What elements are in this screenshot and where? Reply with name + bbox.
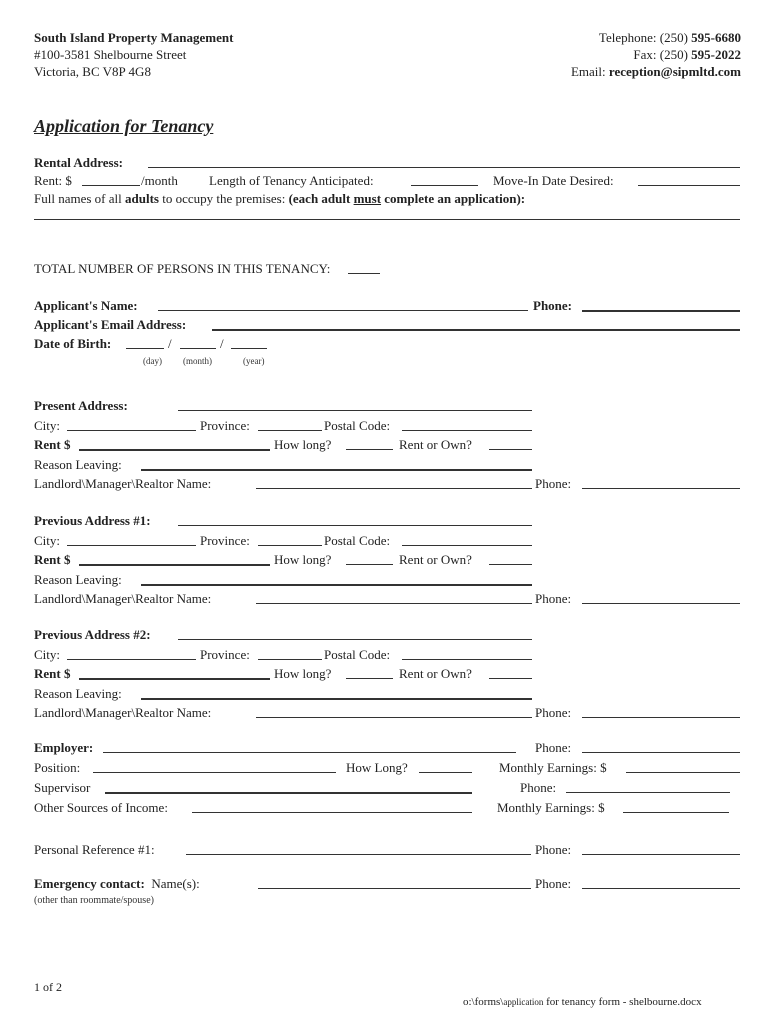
movein-label: Move-In Date Desired: — [493, 173, 614, 188]
previous2-phone-label: Phone: — [535, 705, 572, 720]
previous1-phone-label: Phone: — [535, 591, 572, 606]
present-address-field[interactable] — [67, 430, 196, 431]
previous1-province-label: Province: — [200, 532, 250, 548]
reference-phone-field[interactable] — [582, 854, 740, 855]
previous1-reason-label: Reason Leaving: — [34, 571, 122, 587]
previous1-postal-label: Postal Code: — [324, 532, 391, 548]
previous1-address-field[interactable] — [582, 603, 740, 604]
emergency-phone-field[interactable] — [582, 888, 740, 889]
emergency-name-field[interactable] — [258, 888, 531, 889]
adult-names-label: Full names of all adults to occupy the premises: (each adult must complete an application): — [34, 191, 526, 206]
company-fax: Fax: (250) 595-2022 — [633, 47, 741, 62]
dob-separator: / — [168, 336, 172, 351]
total-persons-label: TOTAL NUMBER OF PERSONS IN THIS TENANCY: — [34, 261, 331, 276]
previous2-address-field[interactable] — [67, 659, 196, 660]
present-address-field[interactable] — [141, 469, 532, 471]
previous2-postal-label: Postal Code: — [324, 646, 391, 662]
previous2-address-field[interactable] — [141, 698, 532, 700]
present-address-field[interactable] — [79, 449, 270, 451]
previous2-address-field[interactable] — [79, 678, 270, 680]
supervisor-phone-field[interactable] — [566, 792, 730, 793]
present-landlord-label: Landlord\Manager\Realtor Name: — [34, 476, 212, 491]
company-address-line2: Victoria, BC V8P 4G8 — [34, 64, 151, 79]
emergency-phone-label: Phone: — [535, 876, 572, 891]
dob-year-field[interactable] — [231, 348, 267, 349]
dob-label: Date of Birth: — [34, 336, 112, 351]
dob-year-hint: (year) — [243, 356, 265, 366]
previous2-rent-own-label: Rent or Own? — [399, 666, 472, 681]
reference-label: Personal Reference #1: — [34, 842, 155, 857]
present-postal-label: Postal Code: — [324, 417, 391, 433]
present-address-field[interactable] — [489, 449, 532, 450]
present-address-field[interactable] — [258, 430, 322, 431]
previous2-landlord-label: Landlord\Manager\Realtor Name: — [34, 705, 212, 720]
monthly-earnings-label: Monthly Earnings: $ — [499, 760, 607, 775]
previous2-address-heading: Previous Address #2: — [34, 627, 151, 642]
supervisor-phone-label: Phone: — [520, 780, 557, 795]
previous2-address-field[interactable] — [346, 678, 393, 679]
file-path: o:\forms\application for tenancy form - shelbourne.docx — [463, 996, 702, 1008]
tenancy-length-label: Length of Tenancy Anticipated: — [209, 173, 374, 188]
present-phone-label: Phone: — [535, 476, 572, 491]
applicant-name-label: Applicant's Name: — [34, 298, 138, 313]
previous1-address-field[interactable] — [256, 603, 532, 604]
previous2-address-field[interactable] — [402, 659, 532, 660]
present-reason-label: Reason Leaving: — [34, 456, 122, 472]
previous1-address-field[interactable] — [346, 564, 393, 565]
company-address-line1: #100-3581 Shelbourne Street — [34, 47, 187, 62]
company-telephone: Telephone: (250) 595-6680 — [598, 30, 741, 45]
emergency-contact-line: Emergency contact: Name(s): — [34, 876, 200, 891]
previous2-rent-label: Rent $ — [34, 666, 71, 681]
reference-phone-label: Phone: — [535, 842, 572, 857]
previous1-address-field[interactable] — [79, 564, 270, 566]
employer-label: Employer: — [34, 740, 94, 755]
present-how-long-label: How long? — [274, 437, 332, 452]
page-number: 1 of 2 — [34, 980, 62, 994]
supervisor-label: Supervisor — [34, 780, 91, 795]
present-address-field[interactable] — [178, 410, 532, 411]
previous2-address-field[interactable] — [582, 717, 740, 718]
rental-address-label: Rental Address: — [34, 155, 123, 170]
previous2-address-field[interactable] — [258, 659, 322, 660]
rent-label: Rent: $ — [34, 173, 72, 188]
tenancy-length-field[interactable] — [411, 185, 478, 186]
present-address-field[interactable] — [256, 488, 532, 489]
previous2-how-long-label: How long? — [274, 666, 332, 681]
previous1-address-heading: Previous Address #1: — [34, 513, 151, 528]
previous2-reason-label: Reason Leaving: — [34, 685, 122, 701]
employer-phone-label: Phone: — [535, 740, 572, 755]
movein-field[interactable] — [638, 185, 740, 186]
present-address-heading: Present Address: — [34, 398, 128, 413]
previous1-address-field[interactable] — [141, 584, 532, 586]
previous2-address-field[interactable] — [178, 639, 532, 640]
dob-month-hint: (month) — [183, 356, 212, 366]
previous1-address-field[interactable] — [258, 545, 322, 546]
position-label: Position: — [34, 760, 81, 775]
dob-day-hint: (day) — [143, 356, 162, 366]
previous2-address-field[interactable] — [489, 678, 532, 679]
previous1-address-field[interactable] — [489, 564, 532, 565]
rent-suffix: /month — [141, 173, 178, 188]
position-field[interactable] — [93, 772, 336, 773]
reference-field[interactable] — [186, 854, 531, 855]
previous1-rent-label: Rent $ — [34, 552, 71, 567]
present-province-label: Province: — [200, 417, 250, 433]
rental-address-field[interactable] — [148, 167, 740, 168]
company-name: South Island Property Management — [34, 30, 234, 45]
present-rent-own-label: Rent or Own? — [399, 437, 472, 452]
applicant-email-field[interactable] — [212, 329, 740, 331]
dob-month-field[interactable] — [180, 348, 216, 349]
monthly-earnings-field[interactable] — [626, 772, 740, 773]
other-income-field[interactable] — [192, 812, 472, 813]
supervisor-field[interactable] — [105, 792, 472, 794]
previous2-city-label: City: — [34, 646, 61, 662]
employer-field[interactable] — [103, 752, 516, 753]
page-title: Application for Tenancy — [34, 116, 214, 136]
previous1-rent-own-label: Rent or Own? — [399, 552, 472, 567]
applicant-email-label: Applicant's Email Address: — [34, 317, 187, 332]
other-income-label: Other Sources of Income: — [34, 800, 168, 815]
emergency-note: (other than roommate/spouse) — [34, 895, 154, 906]
previous1-landlord-label: Landlord\Manager\Realtor Name: — [34, 591, 212, 606]
other-earnings-field[interactable] — [623, 812, 729, 813]
present-address-field[interactable] — [582, 488, 740, 489]
applicant-phone-label: Phone: — [533, 298, 572, 313]
previous2-address-field[interactable] — [256, 717, 532, 718]
rent-field[interactable] — [82, 185, 140, 186]
company-email: Email: reception@sipmltd.com — [570, 64, 741, 79]
other-earnings-label: Monthly Earnings: $ — [497, 800, 605, 815]
employment-howlong-label: How Long? — [346, 760, 408, 775]
present-address-field[interactable] — [346, 449, 393, 450]
employer-phone-field[interactable] — [582, 752, 740, 753]
applicant-name-field[interactable] — [158, 310, 528, 311]
present-address-field[interactable] — [402, 430, 532, 431]
applicant-phone-field[interactable] — [582, 310, 740, 312]
dob-separator: / — [220, 336, 224, 351]
employment-howlong-field[interactable] — [419, 772, 472, 773]
adult-names-field[interactable] — [34, 219, 740, 220]
previous1-how-long-label: How long? — [274, 552, 332, 567]
previous2-province-label: Province: — [200, 646, 250, 662]
total-persons-field[interactable] — [348, 273, 380, 274]
present-city-label: City: — [34, 417, 61, 433]
dob-day-field[interactable] — [126, 348, 164, 349]
present-rent-label: Rent $ — [34, 437, 71, 452]
previous1-address-field[interactable] — [402, 545, 532, 546]
previous1-address-field[interactable] — [67, 545, 196, 546]
previous1-city-label: City: — [34, 532, 61, 548]
previous1-address-field[interactable] — [178, 525, 532, 526]
